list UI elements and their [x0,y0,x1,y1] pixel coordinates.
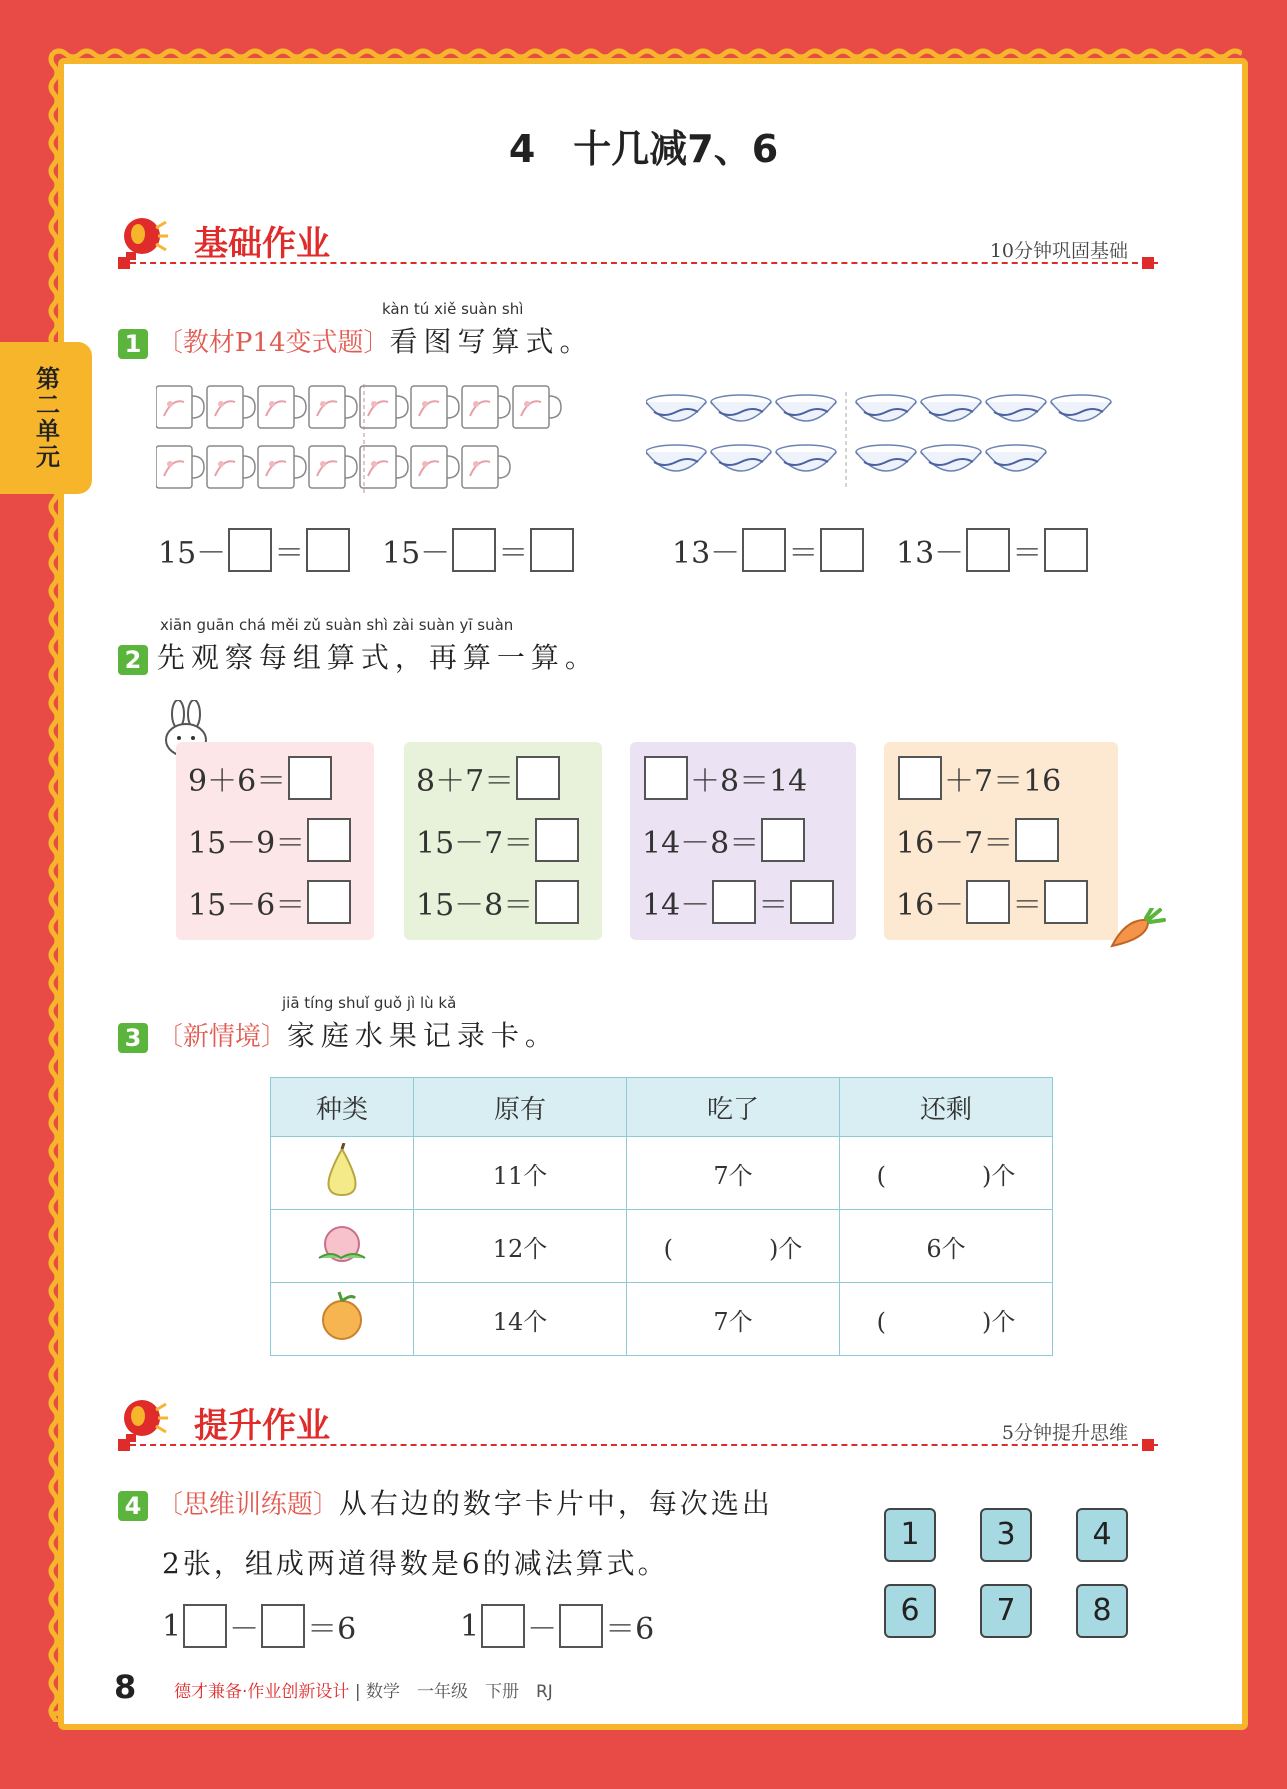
answer-box[interactable] [1015,818,1059,862]
section-header-advanced [118,1392,1158,1448]
mugs-illustration [156,384,576,498]
number-card[interactable]: 8 [1076,1584,1128,1638]
number-card[interactable]: 6 [884,1584,936,1638]
mug-icon [156,386,204,428]
answer-box[interactable] [712,880,756,924]
question-2 [118,636,599,676]
section-note: 5分钟提升思维 [1001,1422,1128,1444]
number-card[interactable]: 4 [1076,1508,1128,1562]
answer-box[interactable] [820,528,864,572]
mug-icon [309,386,357,428]
question-number: 2 [118,645,148,675]
answer-blank[interactable]: ( )个 [840,1283,1053,1356]
answer-box[interactable] [516,756,560,800]
question-number: 1 [118,329,148,359]
book-footer: 德才兼备·作业创新设计 | 数学 一年级 下册 RJ [174,1682,553,1702]
answer-box[interactable] [535,880,579,924]
answer-box[interactable] [790,880,834,924]
answer-box[interactable] [966,528,1010,572]
calc-panel-2: 8＋7＝ 15－7＝ 15－8＝ [404,742,602,940]
calc-panel-3: ＋8＝14 14－8＝ 14－ ＝ [630,742,856,940]
mug-icon [309,446,357,488]
mug-icon [411,446,459,488]
answer-box[interactable] [1044,528,1088,572]
pinyin-q1: kàn tú xiě suàn shì [382,300,524,318]
pinyin-q3: jiā tíng shuǐ guǒ jì lù kǎ [282,994,457,1012]
answer-box[interactable] [261,1604,305,1648]
fruit-record-table [270,1077,1053,1356]
question-tag: 〔思维训练题〕 [156,1490,339,1520]
page-title: 4 十几减7、6 [508,127,779,171]
table-header: 原有 [414,1078,627,1137]
number-card[interactable]: 3 [980,1508,1032,1562]
mug-icon [258,446,306,488]
mug-icon [462,386,510,428]
bowl-icon [776,395,836,421]
divider-end [1142,257,1154,269]
mug-icon [258,386,306,428]
pinyin-q2: xiān guān chá měi zǔ suàn shì zài suàn yī suàn [160,616,514,634]
question-4-line-2: 2张，组成两道得数是6的减法算式。 [162,1547,669,1580]
mug-icon [207,446,255,488]
answer-box[interactable] [761,818,805,862]
question-text: 从右边的数字卡片中，每次选出 [338,1487,773,1520]
question-number: 3 [118,1023,148,1053]
carrot-icon [1108,908,1166,952]
bowl-icon [921,395,981,421]
equation-mugs-1: 15－ ＝ [158,528,352,572]
question-3 [118,1014,559,1054]
bowl-icon [776,445,836,471]
answer-box[interactable] [966,880,1010,924]
question-text: 看图写算式。 [389,325,594,358]
bowl-icon [646,395,706,421]
bowl-icon [856,445,916,471]
equation-bowls-2: 13－ ＝ [896,528,1090,572]
answer-box[interactable] [535,818,579,862]
peach-icon [313,1218,371,1268]
answer-box[interactable] [1044,880,1088,924]
orange-icon [317,1290,367,1342]
mug-icon [360,386,408,428]
question-tag: 〔教材P14变式题〕 [156,328,390,358]
bowl-icon [1051,395,1111,421]
mug-icon [360,446,408,488]
mug-icon [513,386,561,428]
answer-box[interactable] [183,1604,227,1648]
answer-box[interactable] [742,528,786,572]
mug-icon [462,446,510,488]
table-header: 吃了 [627,1078,840,1137]
answer-box[interactable] [530,528,574,572]
bowl-icon [711,445,771,471]
bowl-icon [646,445,706,471]
question-tag: 〔新情境〕 [156,1022,287,1052]
table-row: 14个 7个 ( )个 [271,1283,1053,1356]
table-header: 种类 [271,1078,414,1137]
bowl-icon [921,445,981,471]
bowls-illustration [646,392,1116,492]
equation-mugs-2: 15－ ＝ [382,528,576,572]
bowl-icon [986,445,1046,471]
divider [120,262,1158,264]
divider-end [1142,1439,1154,1451]
section-title: 提升作业 [194,1406,330,1446]
bowl-icon [711,395,771,421]
question-1 [118,320,594,360]
divider-end [118,1439,130,1451]
calc-panel-1: 9＋6＝ 15－9＝ 15－6＝ [176,742,374,940]
bowl-icon [856,395,916,421]
mug-icon [411,386,459,428]
answer-blank[interactable]: ( )个 [840,1137,1053,1210]
divider-end [118,257,130,269]
answer-box[interactable] [452,528,496,572]
answer-box[interactable] [306,528,350,572]
number-card[interactable]: 1 [884,1508,936,1562]
question-text: 家庭水果记录卡。 [286,1019,559,1052]
answer-box[interactable] [288,756,332,800]
answer-blank[interactable]: ( )个 [627,1210,840,1283]
table-row: 12个 ( )个 6个 [271,1210,1053,1283]
bowl-icon [986,395,1046,421]
answer-box[interactable] [481,1604,525,1648]
table-header: 还剩 [840,1078,1053,1137]
calc-panel-4: ＋7＝16 16－7＝ 16－ ＝ [884,742,1118,940]
equation-bowls-1: 13－ ＝ [672,528,866,572]
answer-box[interactable] [644,756,688,800]
subtraction-equation-1: 1 － ＝6 [162,1604,356,1648]
question-number: 4 [118,1491,148,1521]
answer-box[interactable] [898,756,942,800]
answer-box[interactable] [559,1604,603,1648]
unit-tab: 第二单元 [0,342,92,494]
answer-box[interactable] [228,528,272,572]
page-number: 8 [114,1668,137,1706]
section-header-basic [118,210,1158,266]
question-4 [118,1482,773,1522]
number-card[interactable]: 7 [980,1584,1032,1638]
table-row: 11个 7个 ( )个 [271,1137,1053,1210]
mug-icon [207,386,255,428]
question-text: 先观察每组算式，再算一算。 [156,641,599,674]
subtraction-equation-2: 1 － ＝6 [460,1604,654,1648]
section-note: 10分钟巩固基础 [989,240,1128,262]
divider [120,1444,1158,1446]
pear-icon [320,1143,364,1197]
answer-box[interactable] [307,818,351,862]
section-title: 基础作业 [194,224,330,264]
mug-icon [156,446,204,488]
answer-box[interactable] [307,880,351,924]
